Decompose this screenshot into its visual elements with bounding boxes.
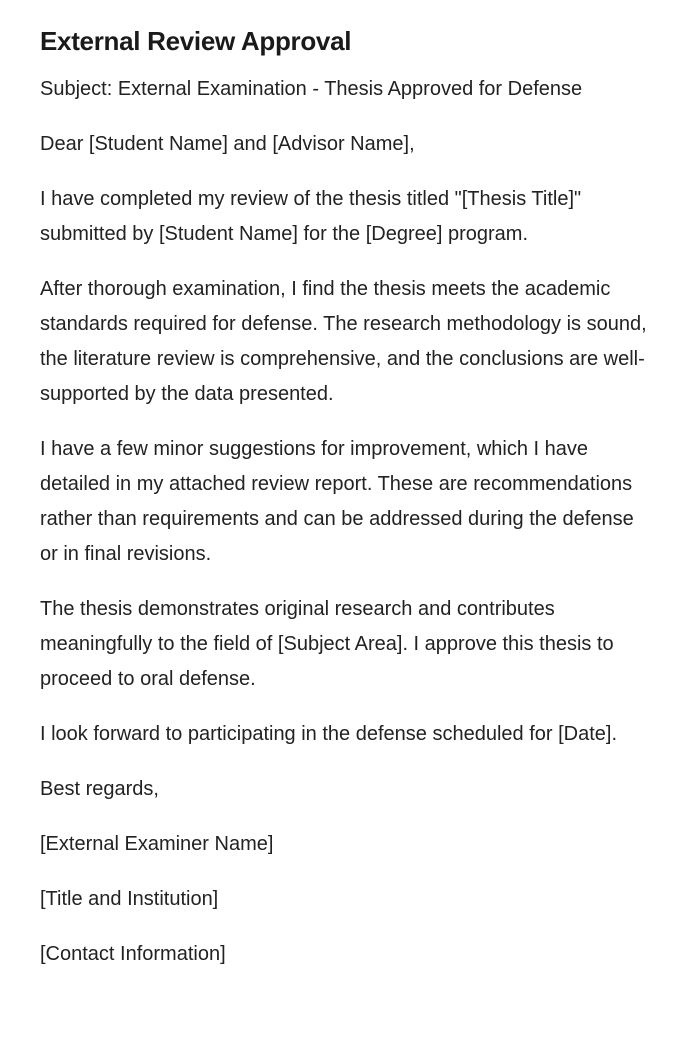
signature-contact: [Contact Information] — [40, 943, 226, 965]
greeting: Dear [Student Name] and [Advisor Name], — [40, 133, 415, 155]
body-paragraph-suggestions: I have a few minor suggestions for improvement, which I have detailed in my attached review report. These are recommendations rather than requirements and can be addressed during the defense or in final revisions. — [40, 438, 634, 565]
body-paragraph-examination-findings: After thorough examination, I find the thesis meets the academic standards required for defense. The research methodology is sound, the literature review is comprehensive, and the conclusions are well-supported by the data presented. — [40, 278, 647, 405]
signature-title: [Title and Institution] — [40, 888, 219, 910]
body-paragraph-approval: The thesis demonstrates original research and contributes meaningfully to the field of [Subject Area]. I approve this thesis to proceed to oral defense. — [40, 598, 614, 690]
body-paragraph-review-completed: I have completed my review of the thesis titled "[Thesis Title]" submitted by [Student Name] for the [Degree] program. — [40, 188, 582, 245]
signature-name: [External Examiner Name] — [40, 833, 274, 855]
subject-line: Subject: External Examination - Thesis Approved for Defense — [40, 78, 583, 100]
document-title: External Review Approval — [40, 26, 352, 56]
body-paragraph-defense-date: I look forward to participating in the defense scheduled for [Date]. — [40, 723, 618, 745]
closing: Best regards, — [40, 778, 159, 800]
